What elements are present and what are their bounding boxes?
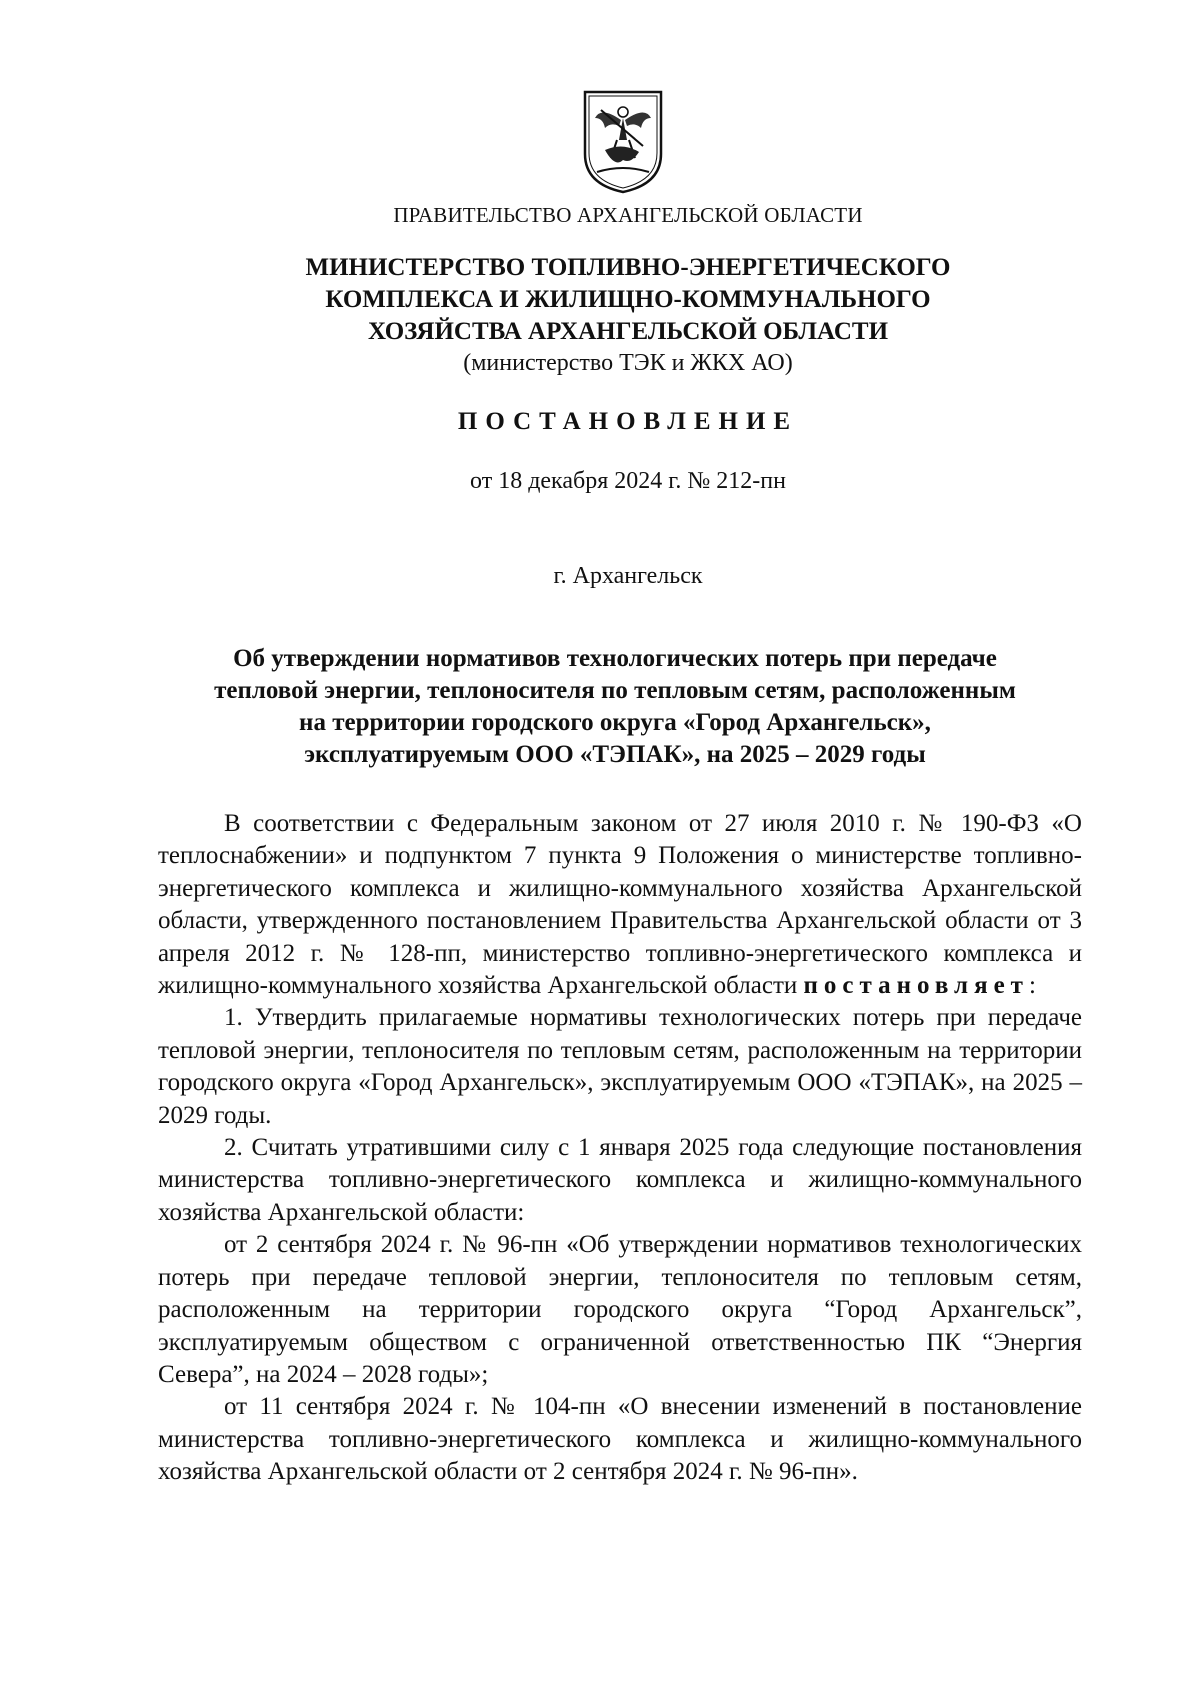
item-1-paragraph: 1. Утвердить прилагаемые нормативы технологических потерь при передаче тепловой энергии, теплоносителя по тепловым сетям, расположенным на территории городского округа «Город Архангельск», эксплуатируемым ООО «ТЭПАК», на 2025 – 2029 годы. [158,1004,1082,1129]
ministry-name-line: ХОЗЯЙСТВА АРХАНГЕЛЬСКОЙ ОБЛАСТИ [367,318,889,345]
document-subject [150,643,1080,771]
ministry-name-line: МИНИСТЕРСТВО ТОПЛИВНО-ЭНЕРГЕТИЧЕСКОГО [305,254,951,281]
preamble-text: В соответствии с Федеральным законом от 27 июля 2010 г. № 190-ФЗ «О теплоснабжении» и подпунктом 7 пункта 9 Положения о министерстве топливно-энергетического комплекса и жилищно-коммунального хозяйства Архангельской области, утвержденного постановлением Правительства Архангельской области от 3 апреля 2012 г. № 128-пп, министерство топливно-энергетического комплекса и жилищно-коммунального хозяйства Архангельской области [158,810,1082,1000]
subject-line: тепловой энергии, теплоносителя по тепловым сетям, расположенным [214,677,1016,704]
document-date-number: от 18 декабря 2024 г. № 212-пн [470,468,786,494]
document-body [158,808,1082,1489]
subject-line: на территории городского округа «Город Архангельск», [299,709,931,736]
decree-punct: : [1028,972,1036,1000]
subject-line: Об утверждении нормативов технологических потерь при передаче [233,645,997,672]
item-2-paragraph: 2. Считать утратившими силу с 1 января 2025 года следующие постановления министерства топливно-энергетического комплекса и жилищно-коммунального хозяйства Архангельской области: [158,1134,1082,1226]
item-2-sub-2-paragraph: от 11 сентября 2024 г. № 104-пн «О внесении изменений в постановление министерства топливно-энергетического комплекса и жилищно-коммунального хозяйства Архангельской области от 2 сентября 2024 г. № 96-пн». [158,1393,1082,1486]
coat-of-arms-icon [581,88,665,196]
decree-word: постановляет [803,972,1029,1000]
ministry-name [0,252,1200,348]
ministry-short-name: (министерство ТЭК и ЖКХ АО) [463,350,793,376]
document-city: г. Архангельск [553,563,703,589]
item-2-sub-1-paragraph: от 2 сентября 2024 г. № 96-пн «Об утверждении нормативов технологических потерь при передаче тепловой энергии, теплоносителя по тепловым сетям, расположенным на территории городского округа “Город Архангельск”, эксплуатируемым обществом с ограниченной ответственностью ПК “Энергия Севера”, на 2024 – 2028 годы»; [158,1231,1082,1388]
document-type: ПОСТАНОВЛЕНИЕ [457,408,799,435]
subject-line: эксплуатируемым ООО «ТЭПАК», на 2025 – 2029 годы [304,741,926,768]
preamble-paragraph [158,808,1082,1002]
ministry-name-line: КОМПЛЕКСА И ЖИЛИЩНО-КОММУНАЛЬНОГО [325,286,931,313]
government-title: ПРАВИТЕЛЬСТВО АРХАНГЕЛЬСКОЙ ОБЛАСТИ [393,203,863,227]
